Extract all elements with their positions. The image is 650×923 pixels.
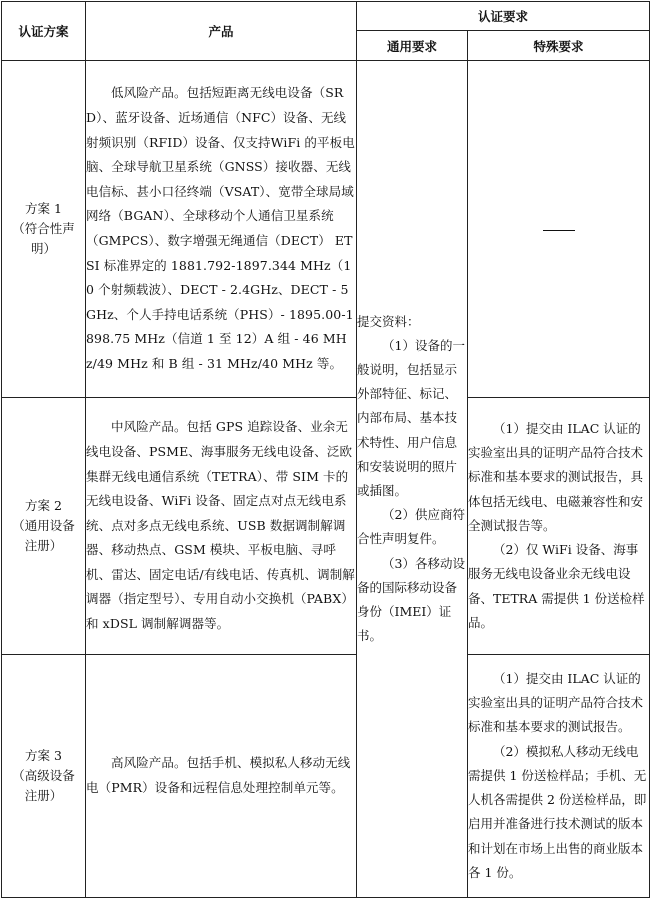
special-item-2: （2）模拟私人移动无线电需提供 1 份送检样品；手机、无人机各需提供 2 份送检样品，即启用并准备进行技术测试的版本和计划在市场上出售的商业版本各 1 份。 (468, 743, 647, 880)
certification-table (1, 1, 650, 898)
product-cell (86, 398, 357, 655)
plan-type: （通用设备 (12, 518, 75, 533)
plan-type-cont: 注册） (24, 538, 63, 553)
plan-name: 方案 1 (25, 201, 62, 216)
plan-cell (2, 398, 86, 655)
special-item-2: （2）仅 WiFi 设备、海事服务无线电设备业余无线电设备、TETRA 需提供 1 份送检样品。 (468, 542, 645, 630)
special-requirements-cell (468, 655, 650, 898)
plan-type-cont: 注册） (24, 788, 63, 803)
plan-type: （高级设备 (12, 768, 75, 783)
product-description: 高风险产品。包括手机、模拟私人移动无线电（PMR）设备和远程信息处理控制单元等。 (86, 755, 351, 795)
product-description: 中风险产品。包括 GPS 追踪设备、业余无线电设备、PSME、海事服务无线电设备、泛欧集群无线电通信系统（TETRA）、带 SIM 卡的无线电设备、WiFi 设备、固定点对点无线电系统、点对多点无线电系统、USB 数据调制解调器、移动热点、GSM 模块、平板电脑、寻呼机、雷达、固定电话/有线电话、传真机、调制解调器（指定型号）、专用自动小交换机（PABX）和 xDSL 调制解调器等。 (86, 419, 355, 632)
plan-name: 方案 2 (25, 498, 62, 513)
plan-type: （符合性声 (12, 221, 75, 236)
table-row-plan-3 (2, 655, 650, 898)
plan-cell (2, 61, 86, 398)
general-item-3: （3）各移动设备的国际移动设备身份（IMEI）证书。 (357, 555, 465, 644)
product-cell (86, 655, 357, 898)
header-special: 特殊要求 (468, 31, 650, 61)
plan-name: 方案 3 (25, 748, 62, 763)
special-requirements-cell (468, 61, 650, 398)
general-item-2: （2）供应商符合性声明复件。 (357, 507, 465, 547)
special-item-1: （1）提交由 ILAC 认证的实验室出具的证明产品符合技术标准和基本要求的测试报告，具体包括无线电、电磁兼容性和安全测试报告等。 (468, 421, 644, 533)
table-row-plan-1 (2, 61, 650, 398)
special-item-1: （1）提交由 ILAC 认证的实验室出具的证明产品符合技术标准和基本要求的测试报告。 (468, 671, 644, 735)
general-intro: 提交资料： (357, 313, 420, 329)
header-row-1 (2, 2, 650, 31)
plan-type-cont: 明） (30, 241, 56, 256)
header-requirements: 认证要求 (357, 2, 650, 31)
header-general: 通用要求 (357, 31, 468, 61)
special-requirements-cell (468, 398, 650, 655)
plan-cell (2, 655, 86, 898)
product-cell (86, 61, 357, 398)
general-item-1: （1）设备的一般说明，包括显示外部特征、标记、内部布局、基本技术特性、用户信息和安装说明的照片或插图。 (357, 337, 465, 498)
table-row-plan-2 (2, 398, 650, 655)
general-requirements-cell (357, 61, 468, 898)
empty-dash (543, 230, 575, 231)
product-description: 低风险产品。包括短距离无线电设备（SRD）、蓝牙设备、近场通信（NFC）设备、无线射频识别（RFID）设备、仅支持WiFi 的平板电脑、全球导航卫星系统（GNSS）接收器、无线电信标、甚小口径终端（VSAT）、宽带全球局域网络（BGAN）、全球移动个人通信卫星系统（GMPCS）、数字增强无绳通信（DECT） ETSI 标准界定的 1881.792-1897.344 MHz（10 个射频载波）、DECT - 2.4GHz、DECT - 5GHz、个人手持电话系统（PHS）- 1895.00-1898.75 MHz（信道 1 至 12）A 组 - 46 MHz/49 MHz 和 B 组 - 31 MHz/40 MHz 等。 (86, 85, 355, 371)
header-plan: 认证方案 (2, 2, 86, 61)
header-product: 产品 (86, 2, 357, 61)
